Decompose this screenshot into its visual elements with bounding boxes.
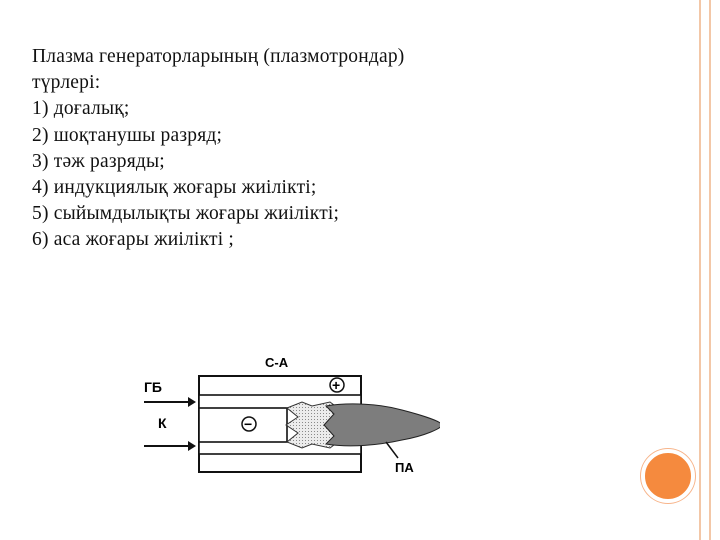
plasma-jet	[324, 404, 440, 446]
frame-line-inner	[709, 0, 711, 540]
accent-circle	[641, 449, 695, 503]
minus-sign: −	[244, 416, 253, 432]
list-item: 3) тәж разряды;	[32, 150, 165, 172]
label-pa: ПА	[395, 460, 414, 475]
arrow-gb-head	[188, 397, 196, 407]
list-item: 4) индукциялық жоғары жиілікті;	[32, 177, 317, 199]
title-line-2: түрлері:	[32, 72, 101, 94]
list-item: 6) аса жоғары жиілікті ;	[32, 229, 235, 251]
content-text	[32, 44, 405, 254]
list-item: 1) доғалық;	[32, 98, 130, 120]
title-line-1: Плазма генераторларының (плазмотрондар)	[32, 46, 405, 67]
pa-leader-line	[386, 442, 398, 458]
label-gb: ГБ	[144, 379, 162, 395]
plasmatron-diagram	[140, 350, 440, 480]
frame-line-outer	[699, 0, 701, 540]
list-item: 2) шоқтанушы разряд;	[32, 124, 223, 146]
label-top: С-А	[265, 355, 289, 370]
plus-sign: +	[332, 377, 341, 393]
arrow-bottom-head	[188, 441, 196, 451]
list-item: 5) сыйымдылықты жоғары жиілікті;	[32, 203, 340, 225]
label-k: К	[158, 415, 167, 431]
